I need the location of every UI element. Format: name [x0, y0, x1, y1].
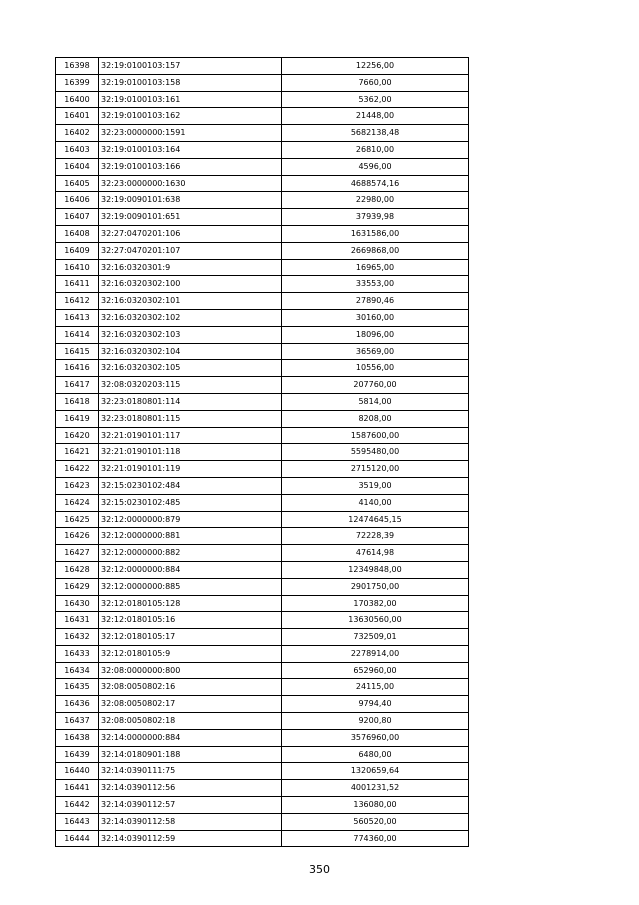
value-cell: 37939,98 — [282, 209, 469, 226]
value-cell: 2278914,00 — [282, 645, 469, 662]
table-row — [56, 91, 469, 108]
table-row — [56, 326, 469, 343]
value-cell: 2669868,00 — [282, 242, 469, 259]
row-number-cell: 16422 — [56, 461, 99, 478]
table-row — [56, 225, 469, 242]
row-number-cell: 16407 — [56, 209, 99, 226]
table-row — [56, 158, 469, 175]
table-row — [56, 612, 469, 629]
value-cell: 18096,00 — [282, 326, 469, 343]
row-number-cell: 16440 — [56, 763, 99, 780]
table-row — [56, 393, 469, 410]
row-number-cell: 16402 — [56, 125, 99, 142]
row-number-cell: 16409 — [56, 242, 99, 259]
cadastral-number-cell: 32:23:0000000:1591 — [99, 125, 282, 142]
cadastral-number-cell: 32:16:0320302:100 — [99, 276, 282, 293]
value-cell: 24115,00 — [282, 679, 469, 696]
table-row — [56, 259, 469, 276]
value-cell: 1587600,00 — [282, 427, 469, 444]
row-number-cell: 16432 — [56, 629, 99, 646]
row-number-cell: 16439 — [56, 746, 99, 763]
cadastral-number-cell: 32:23:0000000:1630 — [99, 175, 282, 192]
cadastral-number-cell: 32:23:0180801:114 — [99, 393, 282, 410]
table-row — [56, 58, 469, 75]
table-body — [56, 58, 469, 847]
table-row — [56, 494, 469, 511]
cadastral-number-cell: 32:16:0320302:105 — [99, 360, 282, 377]
row-number-cell: 16444 — [56, 830, 99, 847]
value-cell: 2715120,00 — [282, 461, 469, 478]
cadastral-number-cell: 32:16:0320301:9 — [99, 259, 282, 276]
cadastral-number-cell: 32:15:0230102:484 — [99, 477, 282, 494]
cadastral-number-cell: 32:21:0190101:118 — [99, 444, 282, 461]
cadastral-number-cell: 32:19:0090101:651 — [99, 209, 282, 226]
cadastral-number-cell: 32:12:0000000:882 — [99, 545, 282, 562]
cadastral-number-cell: 32:08:0320203:115 — [99, 377, 282, 394]
cadastral-number-cell: 32:12:0180105:128 — [99, 595, 282, 612]
value-cell: 560520,00 — [282, 813, 469, 830]
table-row — [56, 309, 469, 326]
row-number-cell: 16421 — [56, 444, 99, 461]
value-cell: 12349848,00 — [282, 561, 469, 578]
cadastral-number-cell: 32:16:0320302:101 — [99, 293, 282, 310]
value-cell: 3576960,00 — [282, 729, 469, 746]
row-number-cell: 16406 — [56, 192, 99, 209]
table-row — [56, 629, 469, 646]
row-number-cell: 16442 — [56, 797, 99, 814]
table-row — [56, 74, 469, 91]
table-row — [56, 746, 469, 763]
value-cell: 22980,00 — [282, 192, 469, 209]
cadastral-number-cell: 32:12:0180105:9 — [99, 645, 282, 662]
cadastral-number-cell: 32:21:0190101:119 — [99, 461, 282, 478]
row-number-cell: 16428 — [56, 561, 99, 578]
table-row — [56, 595, 469, 612]
row-number-cell: 16415 — [56, 343, 99, 360]
table-row — [56, 780, 469, 797]
value-cell: 16965,00 — [282, 259, 469, 276]
value-cell: 774360,00 — [282, 830, 469, 847]
table-row — [56, 713, 469, 730]
value-cell: 1631586,00 — [282, 225, 469, 242]
table-row — [56, 209, 469, 226]
value-cell: 4688574,16 — [282, 175, 469, 192]
row-number-cell: 16408 — [56, 225, 99, 242]
cadastral-number-cell: 32:14:0180901:188 — [99, 746, 282, 763]
value-cell: 1320659,64 — [282, 763, 469, 780]
row-number-cell: 16430 — [56, 595, 99, 612]
cadastral-number-cell: 32:19:0100103:166 — [99, 158, 282, 175]
cadastral-number-cell: 32:27:0470201:107 — [99, 242, 282, 259]
table-row — [56, 242, 469, 259]
cadastral-number-cell: 32:14:0390111:75 — [99, 763, 282, 780]
table-row — [56, 578, 469, 595]
row-number-cell: 16429 — [56, 578, 99, 595]
data-table — [55, 57, 469, 847]
cadastral-number-cell: 32:12:0000000:881 — [99, 528, 282, 545]
page-number: 350 — [309, 863, 330, 876]
table-row — [56, 192, 469, 209]
row-number-cell: 16436 — [56, 696, 99, 713]
row-number-cell: 16426 — [56, 528, 99, 545]
value-cell: 5682138,48 — [282, 125, 469, 142]
value-cell: 21448,00 — [282, 108, 469, 125]
table-row — [56, 427, 469, 444]
cadastral-number-cell: 32:19:0100103:162 — [99, 108, 282, 125]
value-cell: 4001231,52 — [282, 780, 469, 797]
value-cell: 47614,98 — [282, 545, 469, 562]
cadastral-number-cell: 32:14:0000000:884 — [99, 729, 282, 746]
cadastral-number-cell: 32:14:0390112:58 — [99, 813, 282, 830]
cadastral-number-cell: 32:12:0180105:16 — [99, 612, 282, 629]
table-row — [56, 545, 469, 562]
row-number-cell: 16437 — [56, 713, 99, 730]
table-row — [56, 662, 469, 679]
table-row — [56, 830, 469, 847]
table-row — [56, 645, 469, 662]
row-number-cell: 16443 — [56, 813, 99, 830]
table-row — [56, 696, 469, 713]
row-number-cell: 16413 — [56, 309, 99, 326]
cadastral-number-cell: 32:21:0190101:117 — [99, 427, 282, 444]
table-row — [56, 477, 469, 494]
value-cell: 12256,00 — [282, 58, 469, 75]
value-cell: 12474645,15 — [282, 511, 469, 528]
cadastral-number-cell: 32:19:0100103:161 — [99, 91, 282, 108]
row-number-cell: 16403 — [56, 141, 99, 158]
value-cell: 10556,00 — [282, 360, 469, 377]
row-number-cell: 16434 — [56, 662, 99, 679]
table-row — [56, 679, 469, 696]
cadastral-number-cell: 32:12:0000000:885 — [99, 578, 282, 595]
cadastral-number-cell: 32:08:0050802:18 — [99, 713, 282, 730]
row-number-cell: 16425 — [56, 511, 99, 528]
value-cell: 8208,00 — [282, 410, 469, 427]
table-row — [56, 797, 469, 814]
table-row — [56, 175, 469, 192]
cadastral-number-cell: 32:08:0050802:17 — [99, 696, 282, 713]
row-number-cell: 16417 — [56, 377, 99, 394]
cadastral-number-cell: 32:16:0320302:102 — [99, 309, 282, 326]
cadastral-number-cell: 32:16:0320302:103 — [99, 326, 282, 343]
value-cell: 9794,40 — [282, 696, 469, 713]
row-number-cell: 16405 — [56, 175, 99, 192]
value-cell: 5362,00 — [282, 91, 469, 108]
value-cell: 27890,46 — [282, 293, 469, 310]
value-cell: 4140,00 — [282, 494, 469, 511]
row-number-cell: 16399 — [56, 74, 99, 91]
table-row — [56, 276, 469, 293]
row-number-cell: 16435 — [56, 679, 99, 696]
value-cell: 5814,00 — [282, 393, 469, 410]
value-cell: 36569,00 — [282, 343, 469, 360]
cadastral-number-cell: 32:12:0180105:17 — [99, 629, 282, 646]
row-number-cell: 16431 — [56, 612, 99, 629]
row-number-cell: 16427 — [56, 545, 99, 562]
table-row — [56, 444, 469, 461]
value-cell: 9200,80 — [282, 713, 469, 730]
table-row — [56, 461, 469, 478]
cadastral-number-cell: 32:08:0050802:16 — [99, 679, 282, 696]
table-row — [56, 410, 469, 427]
value-cell: 170382,00 — [282, 595, 469, 612]
row-number-cell: 16441 — [56, 780, 99, 797]
cadastral-number-cell: 32:19:0090101:638 — [99, 192, 282, 209]
table-row — [56, 293, 469, 310]
value-cell: 4596,00 — [282, 158, 469, 175]
value-cell: 6480,00 — [282, 746, 469, 763]
row-number-cell: 16414 — [56, 326, 99, 343]
row-number-cell: 16424 — [56, 494, 99, 511]
table-row — [56, 528, 469, 545]
row-number-cell: 16438 — [56, 729, 99, 746]
value-cell: 3519,00 — [282, 477, 469, 494]
table-row — [56, 561, 469, 578]
cadastral-number-cell: 32:08:0000000:800 — [99, 662, 282, 679]
cadastral-number-cell: 32:12:0000000:879 — [99, 511, 282, 528]
value-cell: 136080,00 — [282, 797, 469, 814]
cadastral-number-cell: 32:23:0180801:115 — [99, 410, 282, 427]
table-row — [56, 377, 469, 394]
cadastral-number-cell: 32:12:0000000:884 — [99, 561, 282, 578]
row-number-cell: 16398 — [56, 58, 99, 75]
row-number-cell: 16400 — [56, 91, 99, 108]
table-row — [56, 511, 469, 528]
cadastral-number-cell: 32:19:0100103:158 — [99, 74, 282, 91]
table-row — [56, 763, 469, 780]
row-number-cell: 16419 — [56, 410, 99, 427]
cadastral-number-cell: 32:14:0390112:56 — [99, 780, 282, 797]
value-cell: 33553,00 — [282, 276, 469, 293]
table-row — [56, 108, 469, 125]
value-cell: 7660,00 — [282, 74, 469, 91]
row-number-cell: 16412 — [56, 293, 99, 310]
value-cell: 207760,00 — [282, 377, 469, 394]
row-number-cell: 16433 — [56, 645, 99, 662]
value-cell: 652960,00 — [282, 662, 469, 679]
table-row — [56, 343, 469, 360]
row-number-cell: 16411 — [56, 276, 99, 293]
table-row — [56, 360, 469, 377]
row-number-cell: 16404 — [56, 158, 99, 175]
table-row — [56, 125, 469, 142]
cadastral-number-cell: 32:19:0100103:157 — [99, 58, 282, 75]
table-row — [56, 141, 469, 158]
cadastral-number-cell: 32:14:0390112:59 — [99, 830, 282, 847]
cadastral-number-cell: 32:16:0320302:104 — [99, 343, 282, 360]
cadastral-number-cell: 32:15:0230102:485 — [99, 494, 282, 511]
value-cell: 732509,01 — [282, 629, 469, 646]
value-cell: 5595480,00 — [282, 444, 469, 461]
row-number-cell: 16401 — [56, 108, 99, 125]
table-row — [56, 729, 469, 746]
value-cell: 30160,00 — [282, 309, 469, 326]
row-number-cell: 16418 — [56, 393, 99, 410]
value-cell: 2901750,00 — [282, 578, 469, 595]
value-cell: 72228,39 — [282, 528, 469, 545]
cadastral-number-cell: 32:14:0390112:57 — [99, 797, 282, 814]
row-number-cell: 16423 — [56, 477, 99, 494]
table-row — [56, 813, 469, 830]
cadastral-number-cell: 32:19:0100103:164 — [99, 141, 282, 158]
value-cell: 26810,00 — [282, 141, 469, 158]
row-number-cell: 16420 — [56, 427, 99, 444]
row-number-cell: 16410 — [56, 259, 99, 276]
cadastral-number-cell: 32:27:0470201:106 — [99, 225, 282, 242]
row-number-cell: 16416 — [56, 360, 99, 377]
value-cell: 13630560,00 — [282, 612, 469, 629]
